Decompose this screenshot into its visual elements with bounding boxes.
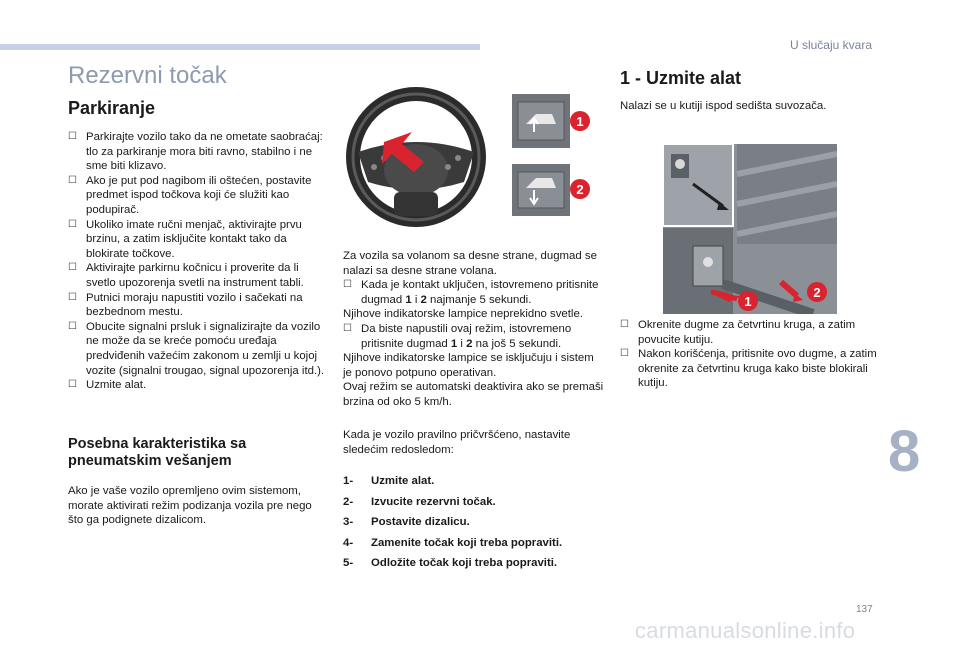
tool-heading: 1 - Uzmite alat bbox=[620, 68, 742, 88]
step-item: 5- Odložite točak koji treba popraviti. bbox=[343, 557, 558, 569]
list-item: ☐ Uzmite alat. bbox=[68, 378, 330, 393]
callout-2: 2 bbox=[576, 182, 584, 197]
list-item: ☐ Aktivirajte parkirnu kočnicu i proverite da li svetlo upozorenja svetli na instrument tabli. bbox=[68, 261, 330, 290]
suspension-text: Ako je vaše vozilo opremljeno ovim sistemom, morate aktivirati režim podizanja vozila pre nego što ga podignete dizalicom. bbox=[68, 485, 312, 527]
list-item: ☐ Ako je put pod nagibom ili oštećen, postavite predmet ispod točkova koji će služiti kao podupirač. bbox=[68, 174, 330, 218]
parking-list bbox=[68, 130, 330, 393]
chapter-title: U slučaju kvara bbox=[789, 38, 872, 52]
rhd-list-1 bbox=[343, 278, 605, 307]
list-item: ☐ Kada je kontakt uključen, istovremeno pritisnite dugmad 1 i 2 najmanje 5 sekundi. bbox=[343, 278, 605, 307]
tool-list bbox=[620, 318, 882, 391]
rhd-section bbox=[343, 249, 605, 410]
list-item: ☐ Ukoliko imate ručni menjač, aktivirajte prvu brzinu, a zatim isključite kontakt tako da blokirate točkove. bbox=[68, 218, 330, 262]
step-item: 4- Zamenite točak koji treba popraviti. bbox=[343, 536, 563, 549]
list-item: ☐ Okrenite dugme za četvrtinu kruga, a zatim povucite kutiju. bbox=[620, 318, 882, 347]
rhd-intro: Za vozila sa volanom sa desne strane, dugmad se nalazi sa desne strane volana. bbox=[343, 250, 597, 277]
steps-list bbox=[343, 474, 605, 577]
steering-wheel-illustration bbox=[344, 72, 594, 242]
chapter-number: 8 bbox=[888, 419, 921, 484]
step-item: 2- Izvucite rezervni točak. bbox=[343, 495, 496, 508]
step-item: 1- Uzmite alat. bbox=[343, 475, 435, 487]
tool-section bbox=[620, 318, 882, 391]
step-item: 3- Postavite dizalicu. bbox=[343, 516, 470, 528]
callout-1: 1 bbox=[576, 114, 584, 129]
list-item: ☐ Putnici moraju napustiti vozilo i sačekati na bezbednom mestu. bbox=[68, 291, 330, 320]
list-item: ☐ Da biste napustili ovaj režim, istovremeno pritisnite dugmad 1 i 2 na još 5 sekundi. bbox=[343, 322, 605, 351]
list-item: ☐ Parkirajte vozilo tako da ne ometate saobraćaj: tlo za parkiranje mora biti ravno, stabilno i ne sme biti klizavo. bbox=[68, 130, 330, 174]
toolbox-illustration bbox=[663, 144, 837, 314]
rhd-line-3: Njihove indikatorske lampice se isključuju i sistem je ponovo potpuno operativan. bbox=[343, 352, 594, 379]
rhd-line-4: Ovaj režim se automatski deaktivira ako se premaši brzina od oko 5 km/h. bbox=[343, 381, 604, 408]
suspension-heading: Posebna karakteristika sa pneumatskim vešanjem bbox=[68, 436, 247, 469]
header-bar bbox=[0, 44, 480, 50]
watermark: carmanualsonline.info bbox=[635, 618, 856, 643]
page-title: Rezervni točak bbox=[68, 62, 227, 89]
callout-1: 1 bbox=[744, 294, 752, 309]
list-item: ☐ Nakon korišćenja, pritisnite ovo dugme, a zatim okrenite za četvrtinu kruga kako biste blokirali kutiju. bbox=[620, 347, 882, 391]
callout-2: 2 bbox=[813, 285, 821, 300]
rhd-line-2: Njihove indikatorske lampice neprekidno svetle. bbox=[343, 308, 583, 321]
rhd-list-2 bbox=[343, 322, 605, 351]
order-intro: Kada je vozilo pravilno pričvršćeno, nastavite sledećim redosledom: bbox=[343, 429, 571, 456]
parking-section bbox=[68, 130, 330, 393]
tool-intro: Nalazi se u kutiji ispod sedišta suvozača. bbox=[620, 100, 827, 112]
page-number: 137 bbox=[856, 604, 873, 615]
parking-heading: Parkiranje bbox=[68, 98, 156, 118]
suspension-section bbox=[68, 484, 330, 528]
list-item: ☐ Obucite signalni prsluk i signalizirajte da vozilo ne može da se kreće pomoću uređaja predviđenih važećim zakonom u zemlji u kojoj vozite (signalni trougao, signal upozorenja itd.). bbox=[68, 320, 330, 378]
